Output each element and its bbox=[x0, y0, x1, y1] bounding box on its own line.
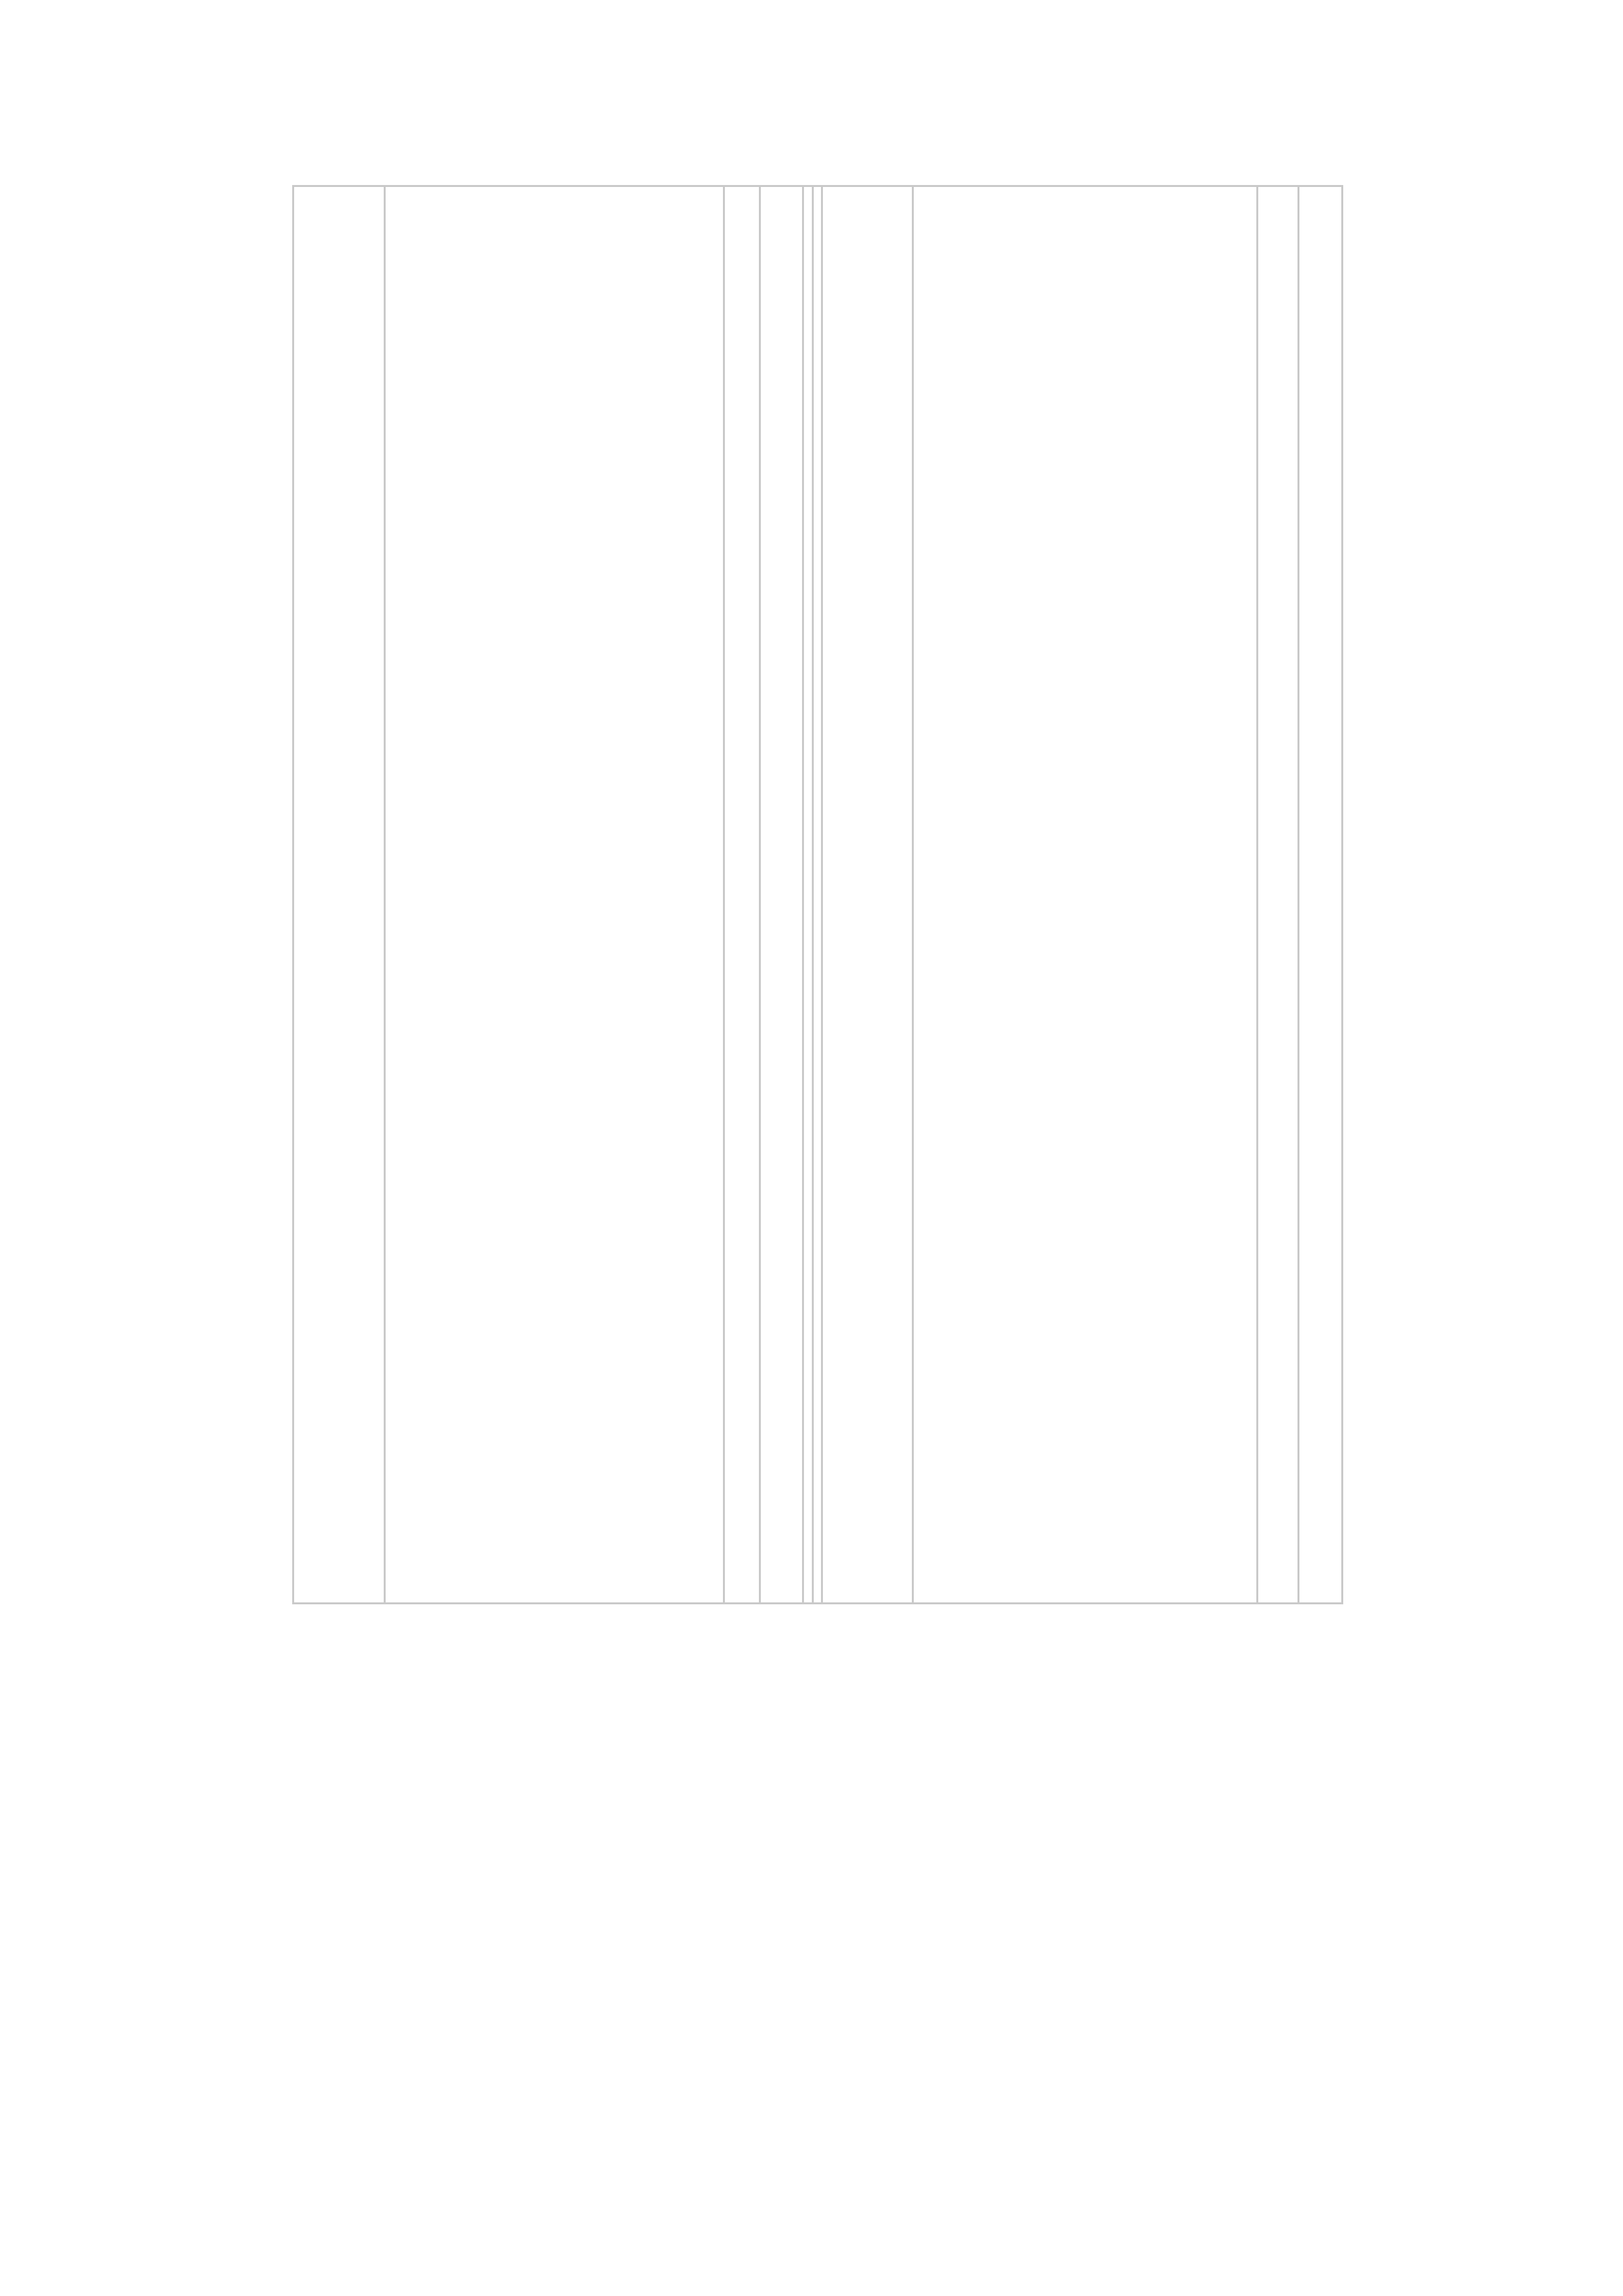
column-divider bbox=[759, 185, 761, 1604]
column-divider bbox=[1256, 185, 1258, 1604]
transcript-table bbox=[292, 185, 1343, 1604]
column-divider bbox=[384, 185, 386, 1604]
column-divider bbox=[912, 185, 914, 1604]
column-divider bbox=[1297, 185, 1299, 1604]
column-divider bbox=[812, 185, 814, 1604]
column-divider bbox=[821, 185, 823, 1604]
column-divider bbox=[802, 185, 804, 1604]
column-divider bbox=[723, 185, 725, 1604]
